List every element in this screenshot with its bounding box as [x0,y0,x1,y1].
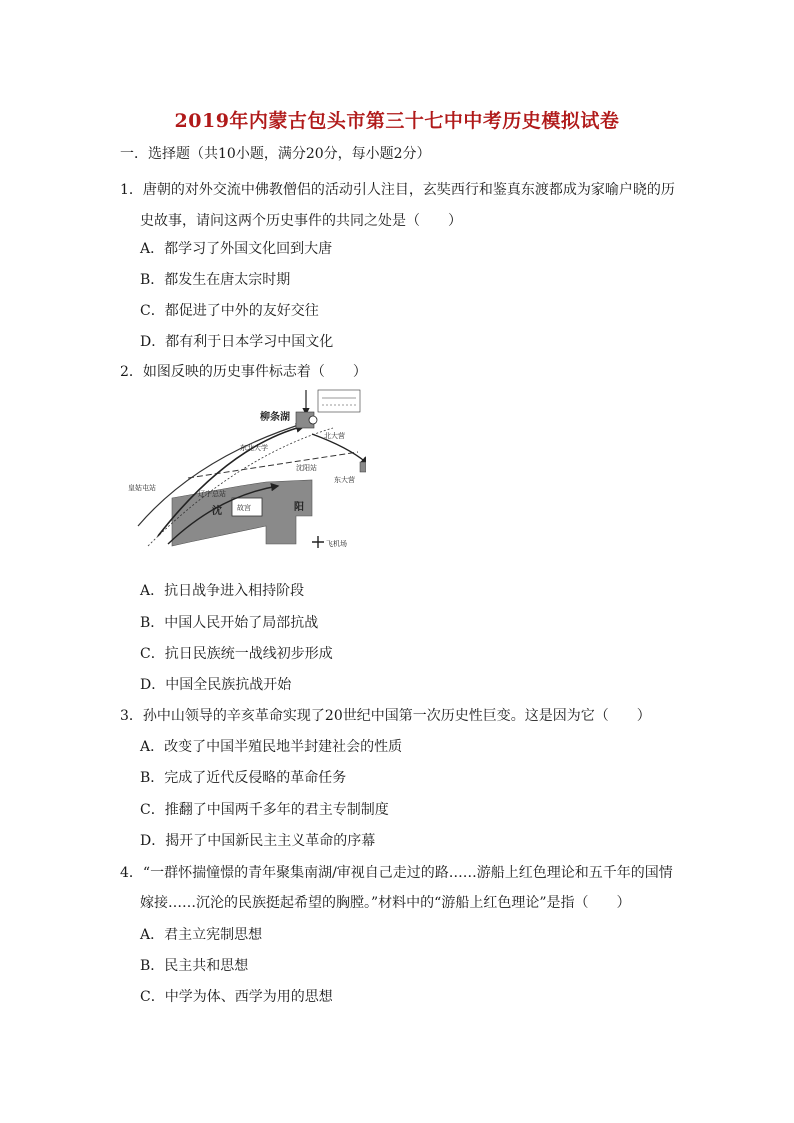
question-4-stem: 4．“一群怀揣憧憬的青年聚集南湖/审视自己走过的路……游船上红色理论和五千年的国情 [120,865,673,881]
question-4-stem-cont: 嫁接……沉沦的民族挺起希望的胸膛。”材料中的“游船上红色理论”是指（ ） [140,895,631,911]
question-2-option-d[interactable]: D．中国全民族抗战开始 [140,677,292,693]
legend-box [318,390,360,412]
label-shen: 沈 [212,506,222,517]
question-1-option-a[interactable]: A．都学习了外国文化回到大唐 [140,241,333,257]
section-heading: 一．选择题（共10小题，满分20分，每小题2分） [120,146,431,162]
mukden-incident-map [128,386,366,564]
question-4-option-c[interactable]: C．中学为体、西学为用的思想 [140,989,333,1005]
question-1-option-d[interactable]: D．都有利于日本学习中国文化 [140,334,334,350]
question-1-stem: 1．唐朝的对外交流中佛教僧侣的活动引人注目，玄奘西行和鉴真东渡都成为家喻户晓的历 [120,182,675,198]
question-2-option-a[interactable]: A．抗日战争进入相持阶段 [140,583,305,599]
question-3-option-b[interactable]: B．完成了近代反侵略的革命任务 [140,770,347,786]
question-4-option-b[interactable]: B．民主共和思想 [140,958,249,974]
question-1-option-c[interactable]: C．都促进了中外的友好交往 [140,303,319,319]
question-3-option-a[interactable]: A．改变了中国半殖民地半封建社会的性质 [140,739,403,755]
question-2-option-c[interactable]: C．抗日民族统一战线初步形成 [140,646,333,662]
question-3-option-c[interactable]: C．推翻了中国两千多年的君主专制制度 [140,802,389,818]
label-beidaying: 北大营 [324,432,345,440]
explosion-point [309,416,317,424]
label-huanggutun: 皇姑屯站 [128,484,156,492]
question-4-option-a[interactable]: A．君主立宪制思想 [140,927,263,943]
page-title: 2019年内蒙古包头市第三十七中中考历史模拟试卷 [174,110,620,132]
label-dongbei-daxue: 东北大学 [240,444,268,452]
question-2-option-b[interactable]: B．中国人民开始了局部抗战 [140,615,319,631]
question-2-stem: 2．如图反映的历史事件标志着（ ） [120,364,367,380]
railway-ew [188,452,358,478]
question-3-stem: 3．孙中山领导的辛亥革命实现了20世纪中国第一次历史性巨变。这是因为它（ ） [120,708,651,724]
label-gugong: 故宫 [237,504,251,512]
map-svg [128,386,366,564]
label-shenyang-zhan: 沈阳站 [296,464,317,472]
label-yang: 阳 [294,502,304,513]
airport-icon [312,536,324,548]
label-feijichang: 飞机场 [326,540,347,548]
question-1-option-b[interactable]: B．都发生在唐太宗时期 [140,272,291,288]
label-liaoning-zongzhan: 辽宁总站 [198,490,226,498]
dongdaying-marker [360,462,366,472]
label-liutiaohu: 柳条湖 [260,412,290,423]
question-3-option-d[interactable]: D．揭开了中国新民主主义革命的序幕 [140,833,376,849]
label-dongdaying: 东大营 [334,476,355,484]
question-1-stem-cont: 史故事，请问这两个历史事件的共同之处是（ ） [140,213,462,229]
